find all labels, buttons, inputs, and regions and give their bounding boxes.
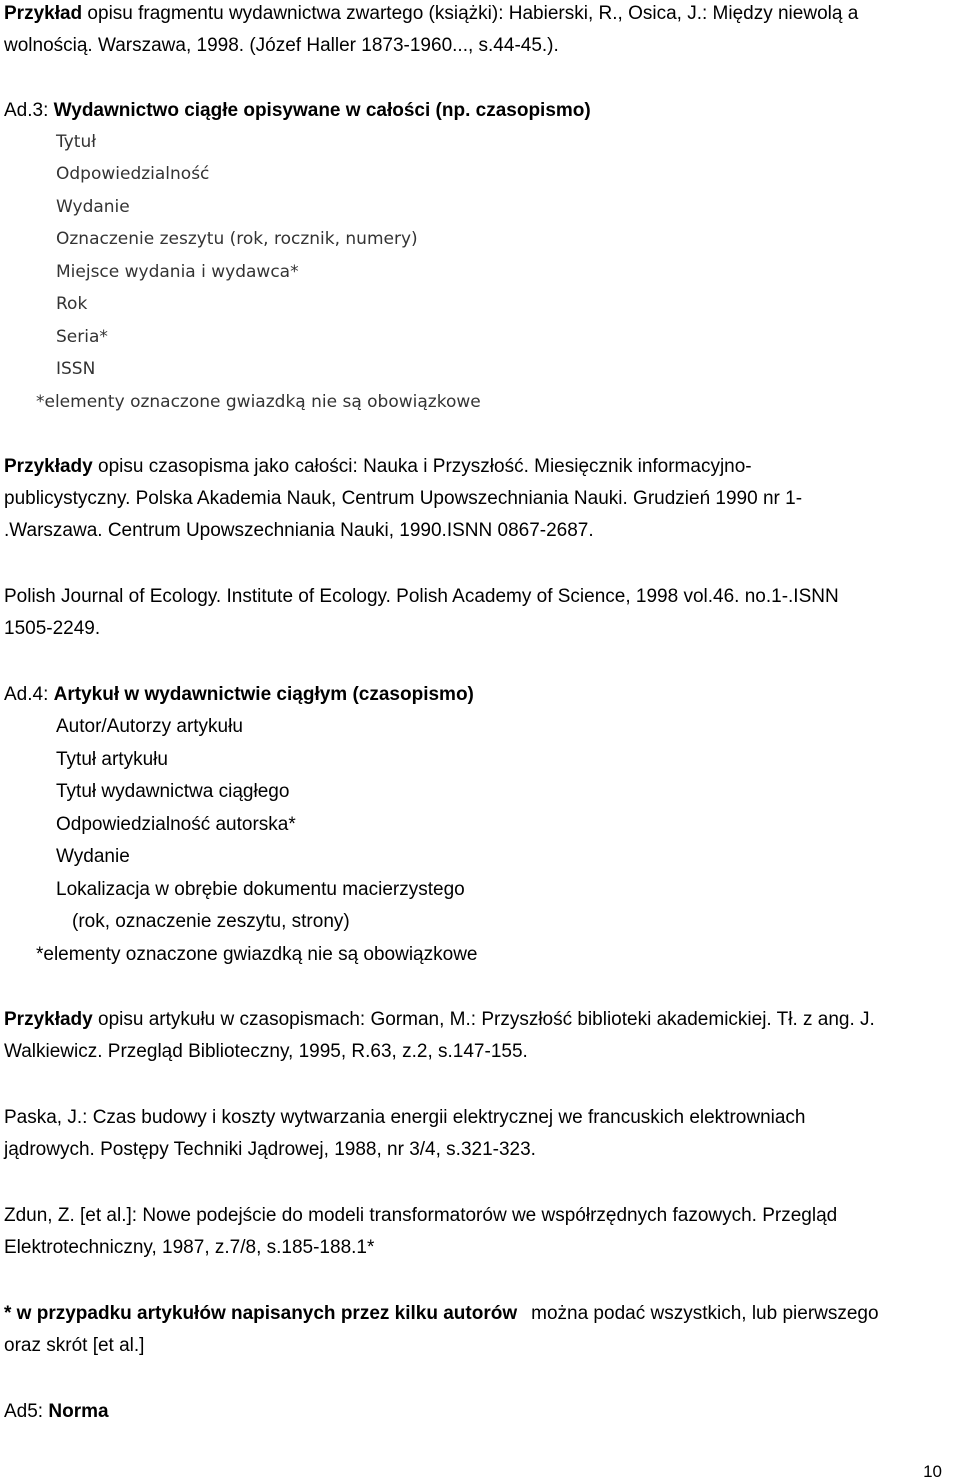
ex3-line-3: .Warszawa. Centrum Upowszechniania Nauki, 1990.ISNN 0867-2687.: [4, 520, 594, 541]
ex4-bold: Przykłady: [4, 1009, 93, 1030]
ex3-bold: Przykłady: [4, 456, 93, 477]
ad3-prefix: Ad.3:: [4, 100, 54, 121]
ex4-a1-line-2: Walkiewicz. Przegląd Biblioteczny, 1995, R.63, z.2, s.147-155.: [4, 1041, 528, 1062]
ad3-item: Seria*: [56, 327, 108, 347]
intro-text: opisu fragmentu wydawnictwa zwartego (książki): Habierski, R., Osica, J.: Między niewolą a: [82, 3, 859, 24]
footnote-bold: * w przypadku artykułów napisanych przez kilku autorów: [4, 1303, 518, 1324]
ad5-title: Norma: [48, 1401, 109, 1422]
ex4-a2-line-2: jądrowych. Postępy Techniki Jądrowej, 1988, nr 3/4, s.321-323.: [4, 1139, 536, 1160]
footnote-line-2: oraz skrót [et al.]: [4, 1335, 145, 1356]
ex3-p2-line-2: 1505-2249.: [4, 618, 101, 639]
ad4-item: Wydanie: [56, 846, 130, 867]
ad3-title: Wydawnictwo ciągłe opisywane w całości (np. czasopismo): [53, 100, 591, 121]
ad3-heading: [4, 99, 591, 123]
ex3-line-2: publicystyczny. Polska Akademia Nauk, Centrum Upowszechniania Nauki. Grudzień 1990 nr 1-: [4, 488, 803, 509]
ad3-item: Oznaczenie zeszytu (rok, rocznik, numery): [56, 229, 418, 249]
intro-bold: Przykład: [4, 3, 83, 24]
ad4-prefix: Ad.4:: [4, 684, 54, 705]
ad3-item: Tytuł: [56, 132, 97, 152]
ad5-prefix: Ad5:: [4, 1401, 49, 1422]
ad4-item: Autor/Autorzy artykułu: [56, 716, 243, 737]
ad4-heading: [4, 683, 474, 707]
ad4-item: Tytuł artykułu: [56, 749, 168, 770]
ad3-item: ISSN: [56, 359, 96, 379]
ad4-sub: (rok, oznaczenie zeszytu, strony): [72, 911, 350, 932]
ad3-item: Odpowiedzialność: [56, 164, 210, 184]
ex4-a3-line-2: Elektrotechniczny, 1987, z.7/8, s.185-188.1*: [4, 1237, 375, 1258]
ex4-a2-line-1: Paska, J.: Czas budowy i koszty wytwarzania energii elektrycznej we francuskich elektrowniach: [4, 1107, 806, 1128]
footnote-text: można podać wszystkich, lub pierwszego: [531, 1303, 879, 1324]
intro-line-2: wolnością. Warszawa, 1998. (Józef Haller 1873-1960..., s.44-45.).: [4, 35, 559, 56]
ad4-item: Tytuł wydawnictwa ciągłego: [56, 781, 290, 802]
ad4-title: Artykuł w wydawnictwie ciągłym (czasopismo): [53, 684, 474, 705]
ex4-a1-line-1: [4, 1008, 875, 1032]
ex4-a3-line-1: Zdun, Z. [et al.]: Nowe podejście do modeli transformatorów we współrzędnych fazowych. Przegląd: [4, 1205, 838, 1226]
footnote-line-1: [4, 1302, 879, 1326]
page-number: 10: [923, 1462, 942, 1481]
intro-line-1: [4, 2, 858, 26]
ad3-item: Miejsce wydania i wydawca*: [56, 262, 299, 282]
ex3-p2-line-1: Polish Journal of Ecology. Institute of Ecology. Polish Academy of Science, 1998 vol.46. no.1-.ISNN: [4, 586, 839, 607]
ad3-note: *elementy oznaczone gwiazdką nie są obowiązkowe: [36, 392, 481, 412]
ad4-item: Lokalizacja w obrębie dokumentu macierzystego: [56, 879, 465, 900]
ex3-text: opisu czasopisma jako całości: Nauka i Przyszłość. Miesięcznik informacyjno-: [92, 456, 752, 477]
ad3-item: Rok: [56, 294, 88, 314]
ad4-note: *elementy oznaczone gwiazdką nie są obowiązkowe: [36, 944, 478, 965]
ex3-line-1: [4, 455, 752, 479]
ad4-item: Odpowiedzialność autorska*: [56, 814, 296, 835]
ad3-item: Wydanie: [56, 197, 130, 217]
ad5-heading: [4, 1400, 109, 1424]
ex4-text: opisu artykułu w czasopismach: Gorman, M.: Przyszłość biblioteki akademickiej. Tł. z ang. J.: [92, 1009, 875, 1030]
